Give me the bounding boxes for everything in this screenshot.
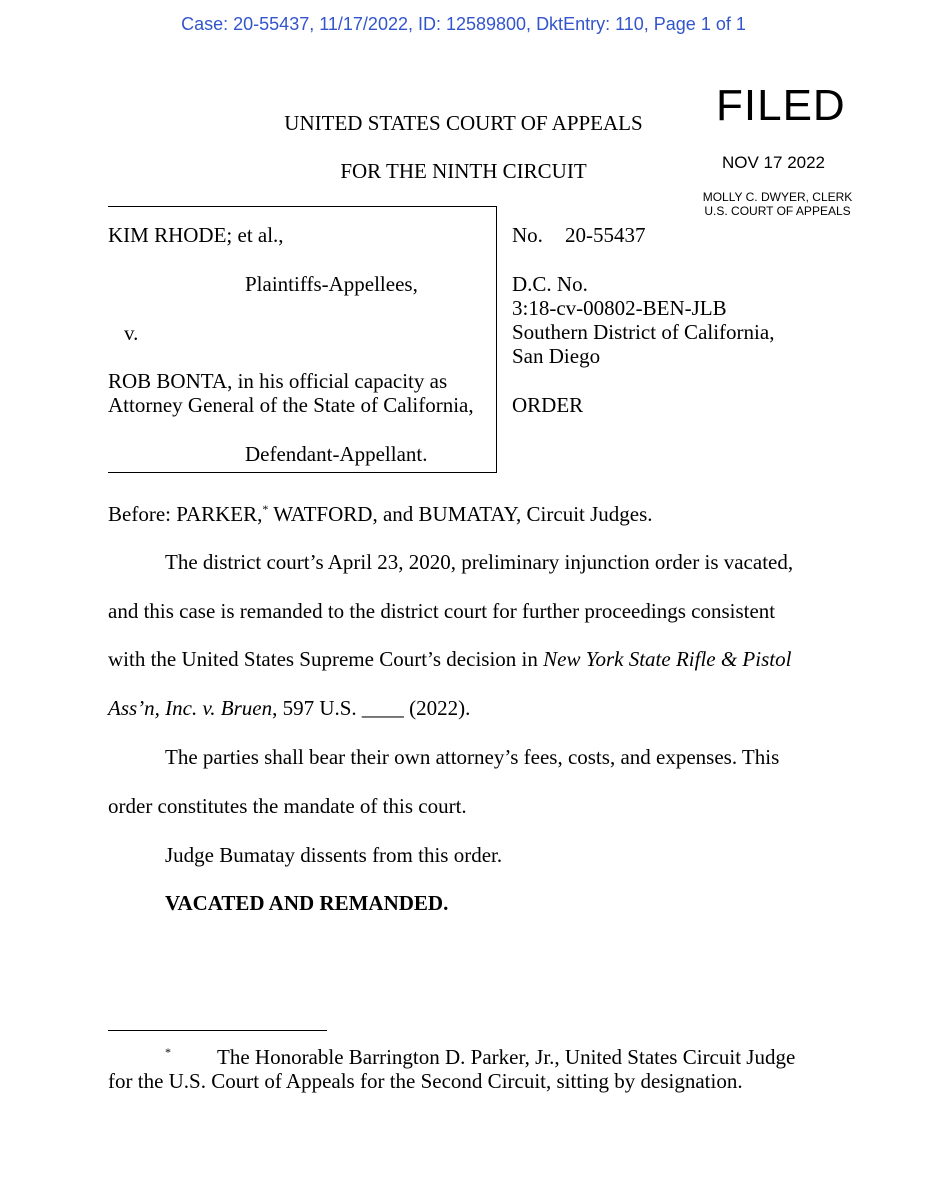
filed-stamp-title: FILED (716, 81, 846, 130)
caption-plaintiff-role: Plaintiffs-Appellees, (245, 272, 418, 296)
footnote-reference: * (262, 502, 269, 516)
body-line-2: and this case is remanded to the district court for further proceedings consistent (108, 599, 776, 623)
caption-defendant-line-2: Attorney General of the State of California, (108, 393, 474, 417)
body-line-6: order constitutes the mandate of this court. (108, 794, 467, 818)
court-name-line-2: FOR THE NINTH CIRCUIT (340, 159, 587, 183)
case-number-value: 20-55437 (565, 223, 646, 247)
district-city: San Diego (512, 344, 601, 368)
before-prefix: Before: PARKER, (108, 502, 263, 526)
filed-stamp-office: U.S. COURT OF APPEALS (704, 204, 851, 218)
court-name-line-1: UNITED STATES COURT OF APPEALS (284, 111, 643, 135)
before-rest: WATFORD, and BUMATAY, Circuit Judges. (268, 502, 653, 526)
caption-defendant-line-1: ROB BONTA, in his official capacity as (108, 369, 448, 393)
footnote-line-2: for the U.S. Court of Appeals for the Second Circuit, sitting by designation. (108, 1069, 743, 1093)
body-line-4-text: , 597 U.S. ____ (2022). (272, 696, 471, 720)
footnote-text-1: The Honorable Barrington D. Parker, Jr., United States Circuit Judge (217, 1045, 796, 1069)
body-line-3-text: with the United States Supreme Court’s decision in (108, 647, 544, 671)
caption-plaintiff: KIM RHODE; et al., (108, 223, 284, 247)
docket-header: Case: 20-55437, 11/17/2022, ID: 12589800, DktEntry: 110, Page 1 of 1 (181, 14, 746, 34)
footnote-line-1: * The Honorable Barrington D. Parker, Jr., United States Circuit Judge (165, 1045, 796, 1069)
body-line-4 (108, 696, 470, 721)
caption-defendant-role: Defendant-Appellant. (245, 442, 428, 466)
disposition: VACATED AND REMANDED. (165, 891, 449, 915)
case-number-label: No. (512, 223, 543, 247)
body-line-7: Judge Bumatay dissents from this order. (165, 843, 503, 867)
caption-versus: v. (124, 321, 139, 345)
body-line-1: The district court’s April 23, 2020, preliminary injunction order is vacated, (165, 550, 794, 574)
district-case-label: D.C. No. (512, 272, 588, 296)
case-citation-part-1: New York State Rifle & Pistol (543, 647, 792, 671)
filed-stamp-clerk: MOLLY C. DWYER, CLERK (702, 190, 853, 204)
document-type: ORDER (512, 393, 584, 417)
filed-stamp-date: NOV 17 2022 (722, 153, 826, 172)
district-case-number: 3:18-cv-00802-BEN-JLB (512, 296, 727, 320)
district-name: Southern District of California, (512, 320, 775, 344)
case-citation-part-2: Ass’n, Inc. v. Bruen (108, 696, 273, 720)
panel-judges-line (108, 502, 653, 527)
footnote-divider (108, 1030, 327, 1031)
body-line-5: The parties shall bear their own attorney’s fees, costs, and expenses. This (165, 745, 780, 769)
body-line-3 (108, 647, 791, 672)
